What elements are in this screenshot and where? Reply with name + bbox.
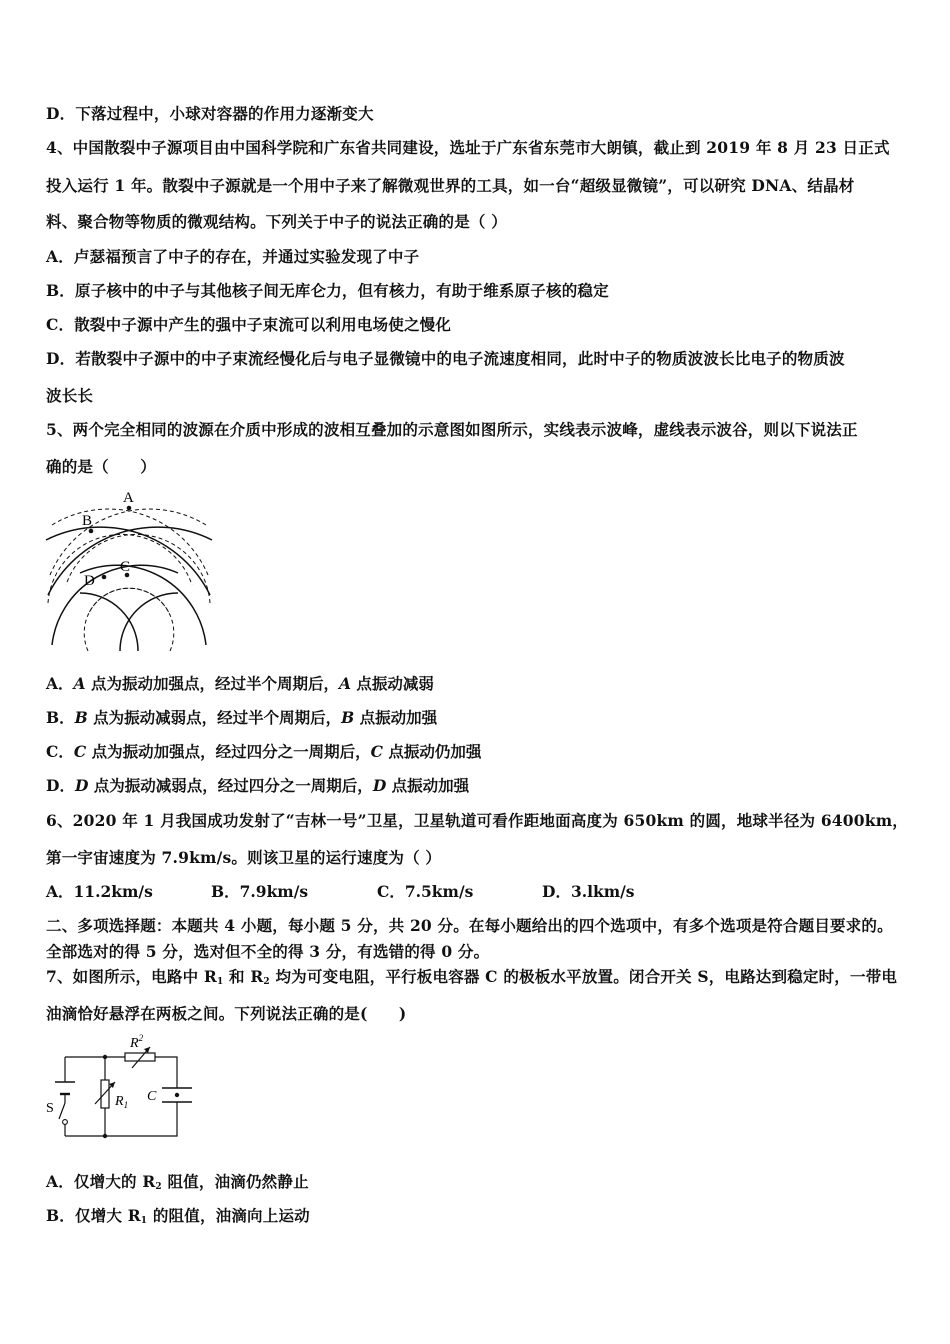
q5-option-b: B．B 点为振动减弱点，经过半个周期后，B 点振动加强 [46, 708, 438, 727]
label-r1: $R_1$ [115, 1094, 129, 1110]
label-b: B [82, 513, 93, 529]
q6-option-a: A．11.2km/s [46, 882, 153, 901]
q4-option-a: A．卢瑟福预言了中子的存在，并通过实验发现了中子 [46, 247, 420, 266]
q6-option-b: B．7.9km/s [211, 882, 309, 901]
section2-heading-line2: 全部选对的得 5 分，选对但不全的得 3 分，有选错的得 0 分。 [46, 942, 490, 961]
crest-arc-left-small [120, 593, 178, 651]
q6-stem-line1: 6、2020 年 1 月我国成功发射了“吉林一号”卫星，卫星轨道可看作距地面高度为 650km 的圆，地球半径为 6400km， [46, 811, 908, 830]
section2-heading-line1: 二、多项选择题：本题共 4 小题，每小题 5 分，共 20 分。在每小题给出的四个选项中，有多个选项是符合题目要求的。 [46, 916, 893, 935]
label-r2: $R^2$ [130, 1033, 144, 1051]
junction-top [103, 1055, 107, 1059]
q4-option-b: B．原子核中的中子与其他核子间无库仑力，但有核力，有助于维系原子核的稳定 [46, 281, 609, 300]
wave-interference-figure [40, 485, 220, 657]
q3-option-d: D．下落过程中，小球对容器的作用力逐渐变大 [46, 104, 374, 123]
q6-option-c: C．7.5km/s [377, 882, 474, 901]
resistor-r1 [101, 1080, 109, 1108]
label-d: D [84, 573, 95, 589]
q7-stem-line2: 油滴恰好悬浮在两板之间。下列说法正确的是( ) [46, 1004, 407, 1023]
q5-stem-line2: 确的是（ ） [46, 457, 156, 476]
q4-stem-line3: 料、聚合物等物质的微观结构。下列关于中子的说法正确的是（ ） [46, 212, 507, 231]
label-c: C [147, 1089, 157, 1104]
resistor-r2 [125, 1053, 155, 1061]
q4-option-d-line2: 波长长 [46, 386, 94, 405]
q4-option-c: C．散裂中子源中产生的强中子束流可以利用电场使之慢化 [46, 315, 452, 334]
q7-stem-line1: 7、如图所示，电路中 $R_1$ 和 $R_2$ 均为可变电阻，平行板电容器 C 的极板水平放置。闭合开关 S，电路达到稳定时，一带电 [46, 967, 898, 987]
label-a: A [123, 490, 134, 506]
oil-drop [175, 1093, 179, 1097]
q4-option-d-line1: D．若散裂中子源中的中子束流经慢化后与电子显微镜中的电子流速度相同，此时中子的物质波波长比电子的物质波 [46, 349, 845, 368]
circuit-figure [40, 1030, 200, 1145]
point-d [102, 575, 107, 580]
q7-option-a: A．仅增大的 $R_2$ 阻值，油滴仍然静止 [46, 1172, 309, 1192]
label-c: C [120, 559, 131, 575]
q4-stem-line2: 投入运行 1 年。散裂中子源就是一个用中子来了解微观世界的工具，如一台“超级显微镜”，可以研究 DNA、结晶材 [46, 176, 855, 195]
q5-stem-line1: 5、两个完全相同的波源在介质中形成的波相互叠加的示意图如图所示，实线表示波峰，虚线表示波谷，则以下说法正 [46, 420, 858, 439]
switch-blade [59, 1103, 65, 1119]
q4-stem-line1: 4、中国散裂中子源项目由中国科学院和广东省共同建设，选址于广东省东莞市大朗镇，截止到 2019 年 8 月 23 日正式 [46, 138, 890, 157]
q5-option-d: D．D 点为振动减弱点，经过四分之一周期后，D 点振动加强 [46, 776, 470, 795]
q6-stem-line2: 第一宇宙速度为 7.9km/s。则该卫星的运行速度为（ ） [46, 848, 442, 867]
switch-terminal [63, 1120, 68, 1125]
point-a [127, 506, 132, 511]
label-s: S [46, 1101, 54, 1116]
point-b [89, 529, 94, 534]
q5-option-a: A．A 点为振动加强点，经过半个周期后，A 点振动减弱 [46, 674, 434, 693]
q5-option-c: C．C 点为振动加强点，经过四分之一周期后，C 点振动仍加强 [46, 742, 482, 761]
crest-arc-right-small [80, 593, 138, 651]
wire-top-right [155, 1057, 177, 1088]
junction-bottom [103, 1134, 107, 1138]
q6-option-d: D．3.lkm/s [542, 882, 635, 901]
q7-option-b: B．仅增大 $R_1$ 的阻值，油滴向上运动 [46, 1206, 310, 1226]
